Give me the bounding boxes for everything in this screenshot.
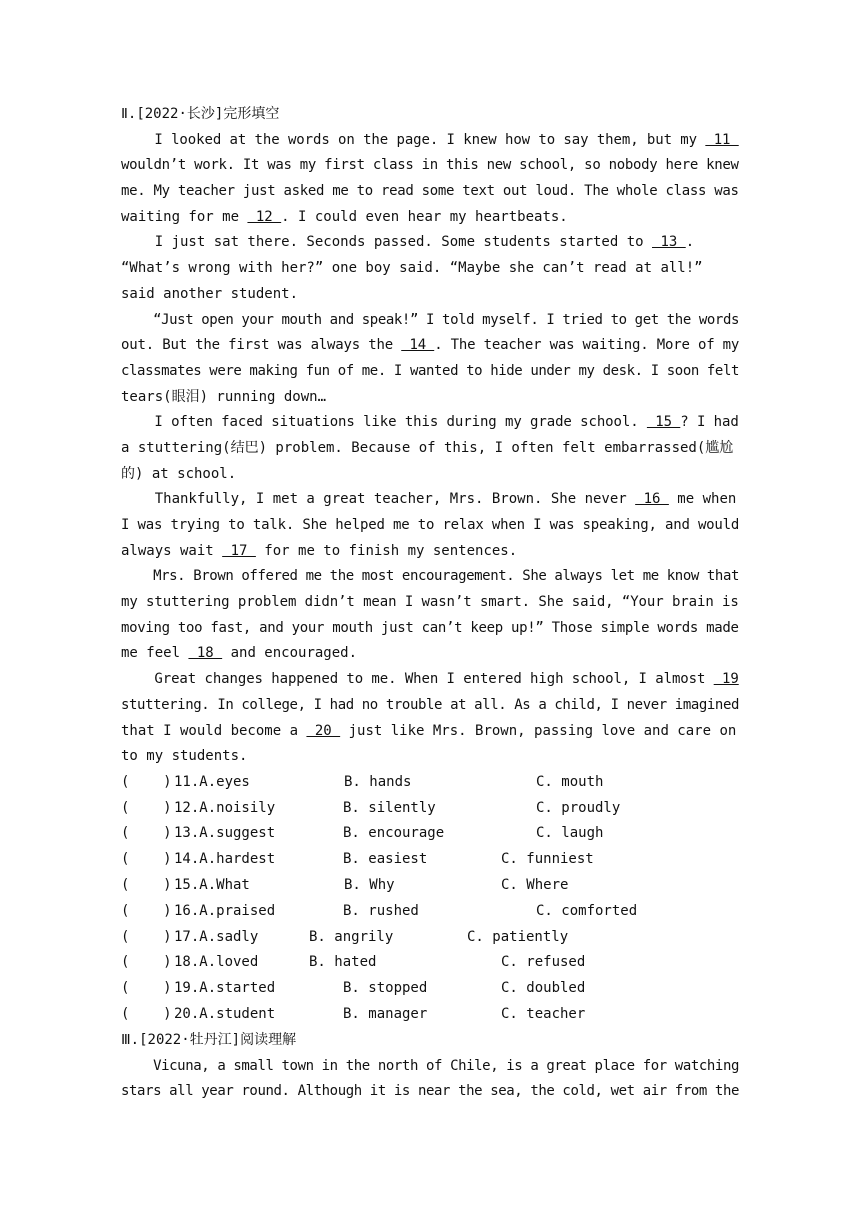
option-c: C. Where (501, 877, 569, 894)
answer-bracket: ( ) (121, 851, 172, 868)
blank-15: 15 (646, 414, 681, 431)
blank-18: 18 (188, 645, 223, 662)
option-b: B. angrily (309, 928, 394, 945)
answer-bracket: ( ) (121, 902, 172, 919)
question-row-15 (121, 873, 739, 899)
blank-13: 13 (652, 234, 686, 251)
passage-line: said another student. (121, 285, 299, 302)
question-row-16 (121, 899, 739, 925)
option-c: C. teacher (501, 1006, 586, 1023)
blank-20: 20 (306, 722, 341, 739)
passage-line: me feel 18 and encouraged. (121, 645, 358, 662)
option-a: 17.A.sadly (174, 928, 259, 945)
question-row-17 (121, 925, 739, 951)
passage-line: I often faced situations like this during my grade school. 15 ? I had (121, 414, 739, 431)
passage-line: that I would become a 20 just like Mrs. Brown, passing love and care on (121, 722, 737, 739)
blank-19: 19 (713, 671, 739, 688)
option-b: B. encourage (343, 825, 445, 842)
option-a: 14.A.hardest (174, 851, 276, 868)
passage-line: a stuttering(结巴) problem. Because of this, I often felt embarrassed(尴尬 (121, 439, 734, 456)
option-c: C. doubled (501, 980, 586, 997)
passage-line: 的) at school. (121, 465, 237, 482)
option-b: B. manager (343, 1006, 428, 1023)
answer-bracket: ( ) (121, 773, 172, 790)
answer-bracket: ( ) (121, 877, 172, 894)
option-b: B. stopped (343, 980, 428, 997)
question-list (121, 770, 739, 1028)
passage-line: tears(眼泪) running down… (121, 388, 327, 405)
answer-bracket: ( ) (121, 1006, 172, 1023)
passage-line: Vicuna, a small town in the north of Chile, is a great place for watching (121, 1057, 740, 1074)
passage-line: classmates were making fun of me. I wanted to hide under my desk. I soon felt (121, 362, 740, 379)
option-a: 19.A.started (174, 980, 276, 997)
option-c: C. mouth (536, 773, 604, 790)
passage-line: out. But the first was always the 14 . The teacher was waiting. More of my (121, 337, 740, 354)
option-b: B. silently (343, 799, 436, 816)
blank-17: 17 (222, 542, 256, 559)
passage-line: stars all year round. Although it is near the sea, the cold, wet air from the (121, 1083, 740, 1100)
worksheet-page (121, 102, 739, 1105)
option-b: B. hands (344, 773, 412, 790)
blank-11: 11 (705, 131, 739, 148)
question-row-19 (121, 976, 739, 1002)
passage-line: moving too fast, and your mouth just can’t keep up!” Those simple words made (121, 619, 739, 636)
option-c: C. laugh (536, 825, 604, 842)
option-a: 11.A.eyes (174, 773, 250, 790)
answer-bracket: ( ) (121, 954, 172, 971)
passage-line: “Just open your mouth and speak!” I told myself. I tried to get the words (121, 311, 740, 328)
question-row-18 (121, 950, 739, 976)
passage-line: always wait 17 for me to finish my sentences. (121, 542, 518, 559)
answer-bracket: ( ) (121, 799, 172, 816)
passage-line: Mrs. Brown offered me the most encouragement. She always let me know that (121, 568, 740, 585)
option-a: 16.A.praised (174, 902, 276, 919)
blank-12: 12 (247, 208, 282, 225)
option-c: C. comforted (536, 902, 638, 919)
answer-bracket: ( ) (121, 928, 172, 945)
option-b: B. Why (344, 877, 395, 894)
passage-line: “What’s wrong with her?” one boy said. “Maybe she can’t read at all!” (121, 260, 703, 277)
passage-line: to my students. (121, 748, 248, 765)
passage-line: I was trying to talk. She helped me to relax when I was speaking, and would (121, 517, 740, 533)
answer-bracket: ( ) (121, 825, 172, 842)
option-b: B. hated (309, 954, 377, 971)
question-row-13 (121, 821, 739, 847)
question-row-14 (121, 847, 739, 873)
passage-line: Great changes happened to me. When I entered high school, I almost 19 (121, 671, 739, 688)
question-row-20 (121, 1002, 739, 1028)
blank-14: 14 (401, 337, 435, 354)
passage-line: waiting for me 12 . I could even hear my heartbeats. (121, 208, 568, 225)
passage-line: my stuttering problem didn’t mean I wasn’t smart. She said, “Your brain is (121, 594, 739, 611)
option-a: 12.A.noisily (174, 799, 276, 816)
option-c: C. patiently (467, 928, 569, 945)
passage-line: wouldn’t work. It was my first class in this new school, so nobody here knew (121, 157, 739, 174)
option-a: 18.A.loved (174, 954, 259, 971)
option-a: 20.A.student (174, 1006, 276, 1023)
question-row-12 (121, 796, 739, 822)
option-b: B. easiest (343, 851, 428, 868)
option-c: C. proudly (536, 799, 621, 816)
option-c: C. funniest (501, 851, 594, 868)
passage-line: I looked at the words on the page. I knew how to say them, but my 11 (121, 131, 739, 148)
passage-line: Thankfully, I met a great teacher, Mrs. Brown. She never 16 me when (121, 491, 737, 508)
option-a: 13.A.suggest (174, 825, 276, 842)
section3-heading: Ⅲ.[2022·牡丹江]阅读理解 (121, 1031, 297, 1048)
passage-line: I just sat there. Seconds passed. Some students started to 13 . (121, 234, 695, 251)
option-b: B. rushed (343, 902, 419, 919)
option-c: C. refused (501, 954, 586, 971)
blank-16: 16 (635, 491, 669, 508)
passage-line: me. My teacher just asked me to read some text out loud. The whole class was (121, 183, 739, 200)
answer-bracket: ( ) (121, 980, 172, 997)
section2-heading: Ⅱ.[2022·长沙]完形填空 (121, 106, 280, 122)
passage-line: stuttering. In college, I had no trouble at all. As a child, I never imagined (121, 696, 740, 713)
question-row-11 (121, 770, 739, 796)
option-a: 15.A.What (174, 877, 250, 894)
